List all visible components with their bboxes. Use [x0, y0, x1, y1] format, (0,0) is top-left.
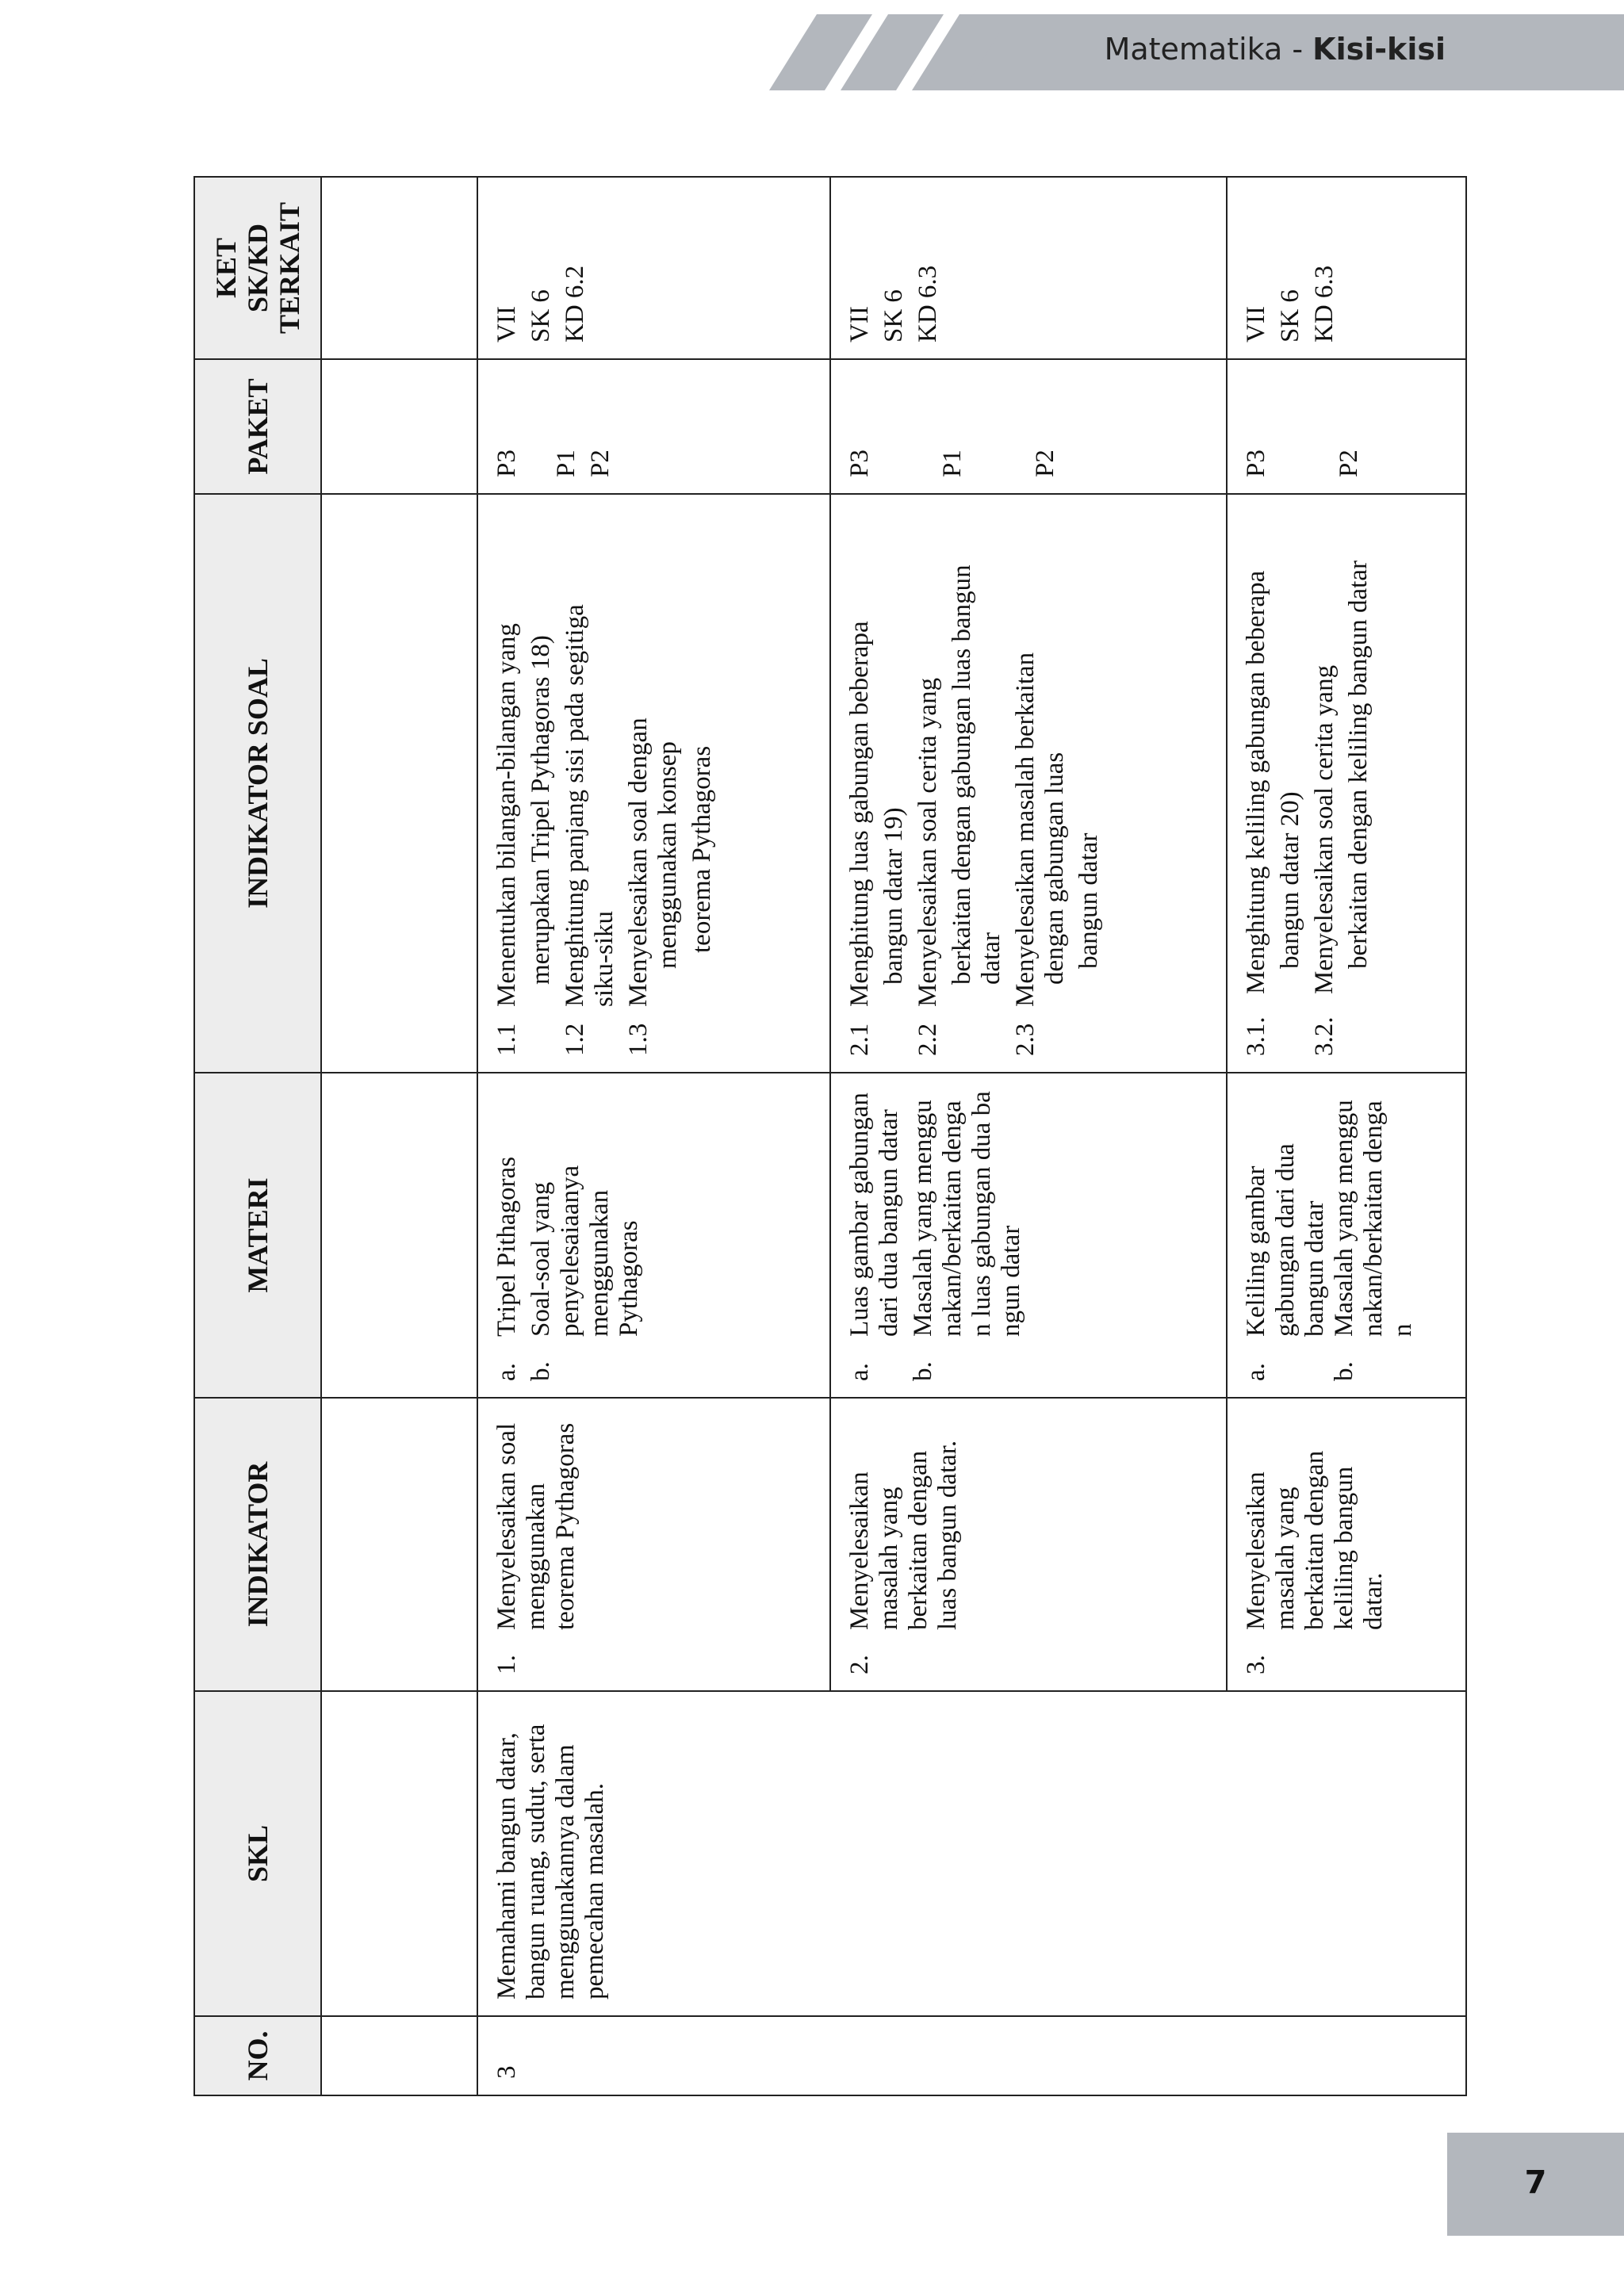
- materi-label: a.: [1242, 1363, 1270, 1381]
- kisi-kisi-table: [193, 176, 1467, 2096]
- header-row: [194, 177, 321, 2095]
- soal-text: Menghitung keliling gabungan beberapa: [1242, 570, 1270, 994]
- paket-value: P1: [551, 450, 580, 477]
- materi-cell: [830, 1073, 1227, 1398]
- soal-text: merupakan Tripel Pythagoras 18): [526, 635, 555, 985]
- col-header-indikator-soal: INDIKATOR SOAL: [194, 494, 321, 1073]
- blank-row: [321, 177, 477, 2095]
- col-header-indikator: INDIKATOR: [194, 1398, 321, 1691]
- indikator-cell: [477, 1398, 830, 1691]
- ket-header-line2: SK/KD: [241, 223, 274, 313]
- materi-label: b.: [526, 1361, 555, 1381]
- page-number: 7: [1524, 2164, 1547, 2201]
- blank-cell: [321, 1073, 477, 1398]
- materi-label: a.: [845, 1363, 874, 1381]
- soal-text: dengan gabungan luas: [1040, 752, 1069, 985]
- ket-value: SK 6: [879, 289, 908, 342]
- soal-text: bangun datar: [1074, 832, 1103, 969]
- col-header-no: NO.: [194, 2016, 321, 2095]
- no-cell: [477, 2016, 1466, 2095]
- materi-label: a.: [492, 1363, 521, 1381]
- soal-text: bangun datar 20): [1275, 791, 1304, 969]
- ket-value: KD 6.3: [1309, 265, 1339, 342]
- blank-cell: [321, 1398, 477, 1691]
- materi-text: Luas gambar gabungan dari dua bangun datar: [845, 1093, 903, 1337]
- paket-value: P3: [1242, 450, 1270, 477]
- ket-value: KD 6.2: [560, 265, 589, 342]
- ket-cell: [477, 177, 830, 359]
- soal-text: berkaitan dengan gabungan luas bangun: [947, 564, 976, 985]
- ket-value: SK 6: [526, 289, 555, 342]
- materi-text: Keliling gambar gabungan dari dua bangun datar: [1242, 1143, 1329, 1337]
- paket-value: P2: [585, 450, 615, 477]
- header-title: Matematika - Kisi-kisi: [1104, 32, 1446, 67]
- indikator-number: 2.: [845, 1655, 874, 1674]
- soal-number: 3.1.: [1242, 1016, 1270, 1056]
- ket-value: VII: [1242, 306, 1270, 342]
- ket-cell: [1227, 177, 1466, 359]
- materi-text: Tripel Pithagoras: [492, 1156, 521, 1337]
- soal-text: siku-siku: [589, 910, 619, 1007]
- materi-cell: [1227, 1073, 1466, 1398]
- materi-label: b.: [908, 1361, 937, 1381]
- soal-text: berkaitan dengan keliling bangun datar: [1343, 561, 1373, 969]
- ket-header-line1: KET: [209, 237, 242, 299]
- materi-cell: [477, 1073, 830, 1398]
- materi-text: Masalah yang menggunakan/berkaitan dengan: [1329, 1100, 1417, 1337]
- indikator-number: 1.: [492, 1655, 521, 1674]
- no-value: 3: [492, 2065, 521, 2079]
- soal-number: 2.3: [1010, 1023, 1040, 1056]
- blank-cell: [321, 494, 477, 1073]
- soal-text: datar: [976, 932, 1005, 985]
- paket-value: P1: [937, 450, 967, 477]
- indikator-cell: [830, 1398, 1227, 1691]
- indikator-soal-cell: [830, 494, 1227, 1073]
- blank-cell: [321, 177, 477, 359]
- soal-text: Menghitung panjang sisi pada segitiga: [560, 604, 589, 1007]
- paket-cell: [1227, 359, 1466, 494]
- soal-number: 1.1: [492, 1023, 521, 1056]
- paket-cell: [477, 359, 830, 494]
- ket-value: KD 6.3: [913, 265, 942, 342]
- indikator-text: Menyelesaikan masalah yang berkaitan dengan luas bangun datar.: [845, 1440, 962, 1630]
- indikator-cell: [1227, 1398, 1466, 1691]
- blank-cell: [321, 359, 477, 494]
- materi-label: b.: [1329, 1361, 1358, 1381]
- paket-value: P3: [492, 450, 521, 477]
- indikator-soal-cell: [477, 494, 830, 1073]
- table-row: [477, 177, 830, 2095]
- col-header-ket: [194, 177, 321, 359]
- indikator-soal-cell: [1227, 494, 1466, 1073]
- ket-value: SK 6: [1275, 289, 1304, 342]
- soal-number: 2.2: [913, 1023, 942, 1056]
- soal-text: bangun datar 19): [879, 807, 908, 985]
- materi-text: Soal-soal yang penyelesaiaanya menggunakan Pythagoras: [526, 1165, 643, 1337]
- col-header-materi: MATERI: [194, 1073, 321, 1398]
- paket-cell: [830, 359, 1227, 494]
- indikator-text: Menyelesaikan soal menggunakan teorema Pythagoras: [492, 1422, 580, 1630]
- soal-text: Menghitung luas gabungan beberapa: [845, 621, 874, 1007]
- soal-text: Menyelesaikan soal cerita yang: [1309, 664, 1339, 994]
- soal-text: teorema Pythagoras: [687, 745, 716, 953]
- paket-value: P3: [845, 450, 874, 477]
- blank-cell: [321, 2016, 477, 2095]
- ket-value: VII: [492, 306, 521, 342]
- soal-text: Menyelesaikan masalah berkaitan: [1010, 652, 1040, 1007]
- paket-value: P2: [1030, 450, 1059, 477]
- soal-text: Menyelesaikan soal cerita yang: [913, 677, 942, 1007]
- materi-text: Masalah yang menggunakan/berkaitan dengan luas gabungan dua bangun datar: [908, 1091, 1025, 1337]
- col-header-paket: PAKET: [194, 359, 321, 494]
- soal-number: 1.2: [560, 1023, 589, 1056]
- soal-text: Menyelesaikan soal dengan: [623, 718, 653, 1007]
- indikator-text: Menyelesaikan masalah yang berkaitan dengan keliling bangun datar.: [1242, 1450, 1388, 1630]
- ket-value: VII: [845, 306, 874, 342]
- paket-value: P2: [1334, 450, 1363, 477]
- soal-number: 2.1: [845, 1023, 874, 1056]
- col-header-skl: SKL: [194, 1691, 321, 2016]
- ket-header-line3: TERKAIT: [274, 201, 306, 335]
- soal-number: 1.3: [623, 1023, 653, 1056]
- blank-cell: [321, 1691, 477, 2016]
- skl-cell: [477, 1691, 1466, 2016]
- soal-text: menggunakan konsep: [653, 741, 682, 969]
- soal-number: 3.2.: [1309, 1016, 1339, 1056]
- skl-text: Memahami bangun datar, bangun ruang, sudut, serta menggunakannya dalam pemecahan masalah.: [492, 1724, 609, 1999]
- ket-cell: [830, 177, 1227, 359]
- soal-text: Menentukan bilangan-bilangan yang: [492, 623, 521, 1007]
- page-number-box: [1447, 2133, 1624, 2236]
- indikator-number: 3.: [1242, 1655, 1270, 1674]
- table-area: [193, 178, 1462, 2096]
